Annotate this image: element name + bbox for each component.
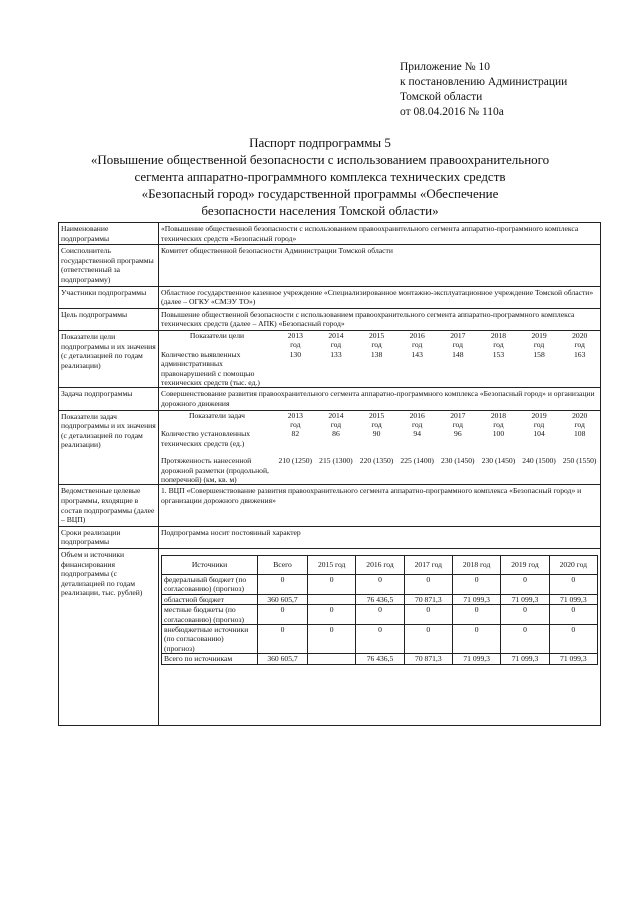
year-label: 2020 [572,410,588,420]
finance-value: 0 [549,625,597,654]
finance-value: 71 099,3 [452,654,500,664]
finance-value: 71 099,3 [501,594,549,604]
finance-source: областной бюджет [162,594,258,604]
document-title [60,134,580,219]
year-suffix: год [412,340,423,350]
indicator-value: 163 [573,349,586,359]
indicator-value: 86 [332,429,340,439]
finance-value [308,654,356,664]
finance-value: 0 [452,605,500,625]
year-label: 2014 [328,410,344,420]
year-label: 2019 [531,410,547,420]
indicator-value: 130 [289,349,301,359]
row-label: Показатели задач подпрограммы и их значения (с детализацией по годам реализации) [59,410,159,485]
row-value: Областное государственное казенное учреждение «Специализированное монтажно-эксплуатационное учреждение Томской области» (далее – ОГКУ «СМЭУ ТО») [159,286,601,308]
row-task-indicators [59,410,601,485]
year-label: 2019 [531,330,547,340]
annex-line: к постановлению Администрации [400,76,568,88]
year-suffix: год [330,419,342,429]
row-finance [59,548,601,725]
finance-column-header: Источники [162,555,258,574]
row-value: Подпрограмма носит постоянный характер [159,526,601,548]
row-vcp [59,485,601,526]
finance-value: 0 [356,625,404,654]
indicator-value: 230 (1450) [481,456,516,466]
title-line: «Безопасный город» государственной программы «Обеспечение [141,186,499,201]
finance-value: 0 [356,574,404,594]
year-suffix: год [493,340,504,350]
row-label: Соисполнитель государственной программы (ответственный за подпрограмму) [59,245,159,286]
row-participants [59,286,601,308]
annex-line: Томской области [400,91,483,103]
passport-table [58,222,601,726]
finance-value [308,594,356,604]
row-task [59,388,601,410]
row-value: 1. ВЦП «Совершенствование развития правоохранительного сегмента аппаратно-программного комплекса «Безопасный город» и организации дорожного движения» [159,485,601,526]
finance-header-row [162,555,598,574]
indicator-name: Количество выявленных административных правонарушений с помощью технических средств (тыс. ед.) [161,349,260,387]
years-header-row [159,411,600,430]
year-label: 2016 [409,410,425,420]
row-label: Участники подпрограммы [59,286,159,308]
finance-source: местные бюджеты (по согласованию) (прогноз) [162,605,258,625]
row-label: Задача подпрограммы [59,388,159,410]
year-suffix: год [574,419,585,429]
title-line: Паспорт подпрограммы 5 [249,135,391,150]
indicator-row [159,350,600,388]
finance-source: Всего по источникам [162,654,258,664]
year-label: 2016 [409,330,425,340]
annex-line: от 08.04.2016 № 110а [400,106,504,118]
finance-value: 0 [501,605,549,625]
finance-value: 0 [404,625,452,654]
indicator-header: Показатели задач [189,410,245,420]
row-value: Повышение общественной безопасности с использованием правоохранительного сегмента аппаратно-программного комплекса технических средств (далее – АПК) «Безопасный город» [159,308,601,330]
finance-source: федеральный бюджет (по согласованию) (прогноз) [162,574,258,594]
finance-value: 0 [404,574,452,594]
finance-value: 360 605,7 [258,654,308,664]
finance-value: 0 [452,574,500,594]
row-label: Показатели цели подпрограммы и их значения (с детализацией по годам реализации) [59,330,159,387]
indicator-value: 240 (1500) [522,456,556,466]
finance-column-header: 2015 год [308,555,356,574]
finance-value: 0 [356,605,404,625]
indicator-value: 133 [330,349,342,359]
year-label: 2013 [287,330,303,340]
finance-value: 0 [501,574,549,594]
finance-row [162,574,598,594]
row-value: Совершенствование развития правоохранительного сегмента аппаратно-программного комплекса «Безопасный город» и организации дорожного движения [159,388,601,410]
finance-value: 71 099,3 [549,594,597,604]
year-suffix: год [452,340,463,350]
title-line: безопасности населения Томской области» [201,203,439,218]
years-header-row [159,331,600,350]
task-indicators-table [159,411,600,485]
year-suffix: год [452,419,463,429]
year-suffix: год [330,340,342,350]
indicator-value: 138 [370,349,383,359]
year-label: 2018 [490,330,507,340]
indicator-value: 148 [452,349,464,359]
finance-value: 71 099,3 [549,654,597,664]
year-label: 2018 [490,410,507,420]
finance-value: 0 [549,574,597,594]
indicator-value: 220 (1350) [359,456,394,466]
indicator-value: 225 (1400) [400,456,434,466]
indicator-value: 143 [411,349,423,359]
year-label: 2014 [328,330,344,340]
finance-value: 0 [308,605,356,625]
indicator-value: 94 [413,429,421,439]
row-goal-indicators [59,330,601,387]
year-label: 2015 [368,410,385,420]
finance-value: 71 099,3 [501,654,549,664]
year-suffix: год [290,419,301,429]
year-label: 2013 [287,410,303,420]
year-label: 2017 [450,410,466,420]
row-goal [59,308,601,330]
indicator-value: 82 [291,429,300,439]
row-label: Объем и источники финансирования подпрограммы (с детализацией по годам реализации, тыс. рублей) [59,548,159,725]
indicator-name: Протяженность нанесенной дорожной разметки (продольной, поперечной) (км, кв. м) [161,456,269,484]
year-suffix: год [371,419,382,429]
year-label: 2017 [450,330,466,340]
row-coexecutor [59,245,601,286]
finance-value: 0 [308,574,356,594]
row-value: «Повышение общественной безопасности с использованием правоохранительного сегмента аппаратно-программного комплекса технических средств «Безопасный город» [159,223,601,245]
finance-row [162,625,598,654]
finance-column-header: 2018 год [452,555,500,574]
finance-value: 0 [258,574,308,594]
indicator-header: Показатели цели [189,330,245,340]
finance-column-header: Всего [258,555,308,574]
indicator-value: 104 [533,429,545,439]
indicator-value: 96 [454,429,462,439]
finance-row [162,594,598,604]
goal-indicators-table [159,331,600,387]
row-name [59,223,601,245]
finance-value: 70 871,3 [404,594,452,604]
year-suffix: год [533,340,545,350]
indicator-value: 90 [372,429,381,439]
year-suffix: год [371,340,382,350]
finance-column-header: 2017 год [404,555,452,574]
annex-block [400,60,567,120]
finance-value: 76 436,5 [356,594,404,604]
indicator-row [159,429,600,456]
indicator-value: 153 [492,349,505,359]
indicator-value: 100 [492,429,505,439]
year-suffix: год [412,419,423,429]
finance-value: 70 871,3 [404,654,452,664]
finance-column-header: 2016 год [356,555,404,574]
year-label: 2020 [572,330,588,340]
finance-value: 0 [308,625,356,654]
indicator-value: 158 [533,349,545,359]
year-suffix: год [533,419,545,429]
row-label: Сроки реализации подпрограммы [59,526,159,548]
finance-value: 0 [258,605,308,625]
indicator-value: 215 (1300) [319,456,353,466]
finance-row [162,605,598,625]
finance-source: внебюджетные источники (по согласованию) (прогноз) [162,625,258,654]
title-line: «Повышение общественной безопасности с использованием правоохранительного [90,152,550,167]
finance-value: 76 436,5 [356,654,404,664]
indicator-value: 250 (1550) [562,456,597,466]
year-suffix: год [493,419,504,429]
finance-value: 360 605,7 [258,594,308,604]
row-terms [59,526,601,548]
indicator-value: 230 (1450) [441,456,475,466]
finance-value: 0 [404,605,452,625]
finance-value: 0 [549,605,597,625]
row-label: Ведомственные целевые программы, входящие в состав подпрограммы (далее – ВЦП) [59,485,159,526]
finance-column-header: 2020 год [549,555,597,574]
year-suffix: год [574,340,585,350]
finance-table [161,555,598,665]
finance-value: 71 099,3 [452,594,500,604]
indicator-value: 108 [573,429,586,439]
indicator-row [159,456,600,484]
finance-column-header: 2019 год [501,555,549,574]
row-label: Наименование подпрограммы [59,223,159,245]
indicator-name: Количество установленных технических средств (ед.) [161,429,251,448]
year-suffix: год [290,340,301,350]
indicator-value: 210 (1250) [278,456,313,466]
annex-line: Приложение № 10 [400,61,490,73]
year-label: 2015 [368,330,385,340]
finance-value: 0 [501,625,549,654]
finance-total-row [162,654,598,664]
title-line: сегмента аппаратно-программного комплекса технических средств [134,169,506,184]
finance-value: 0 [258,625,308,654]
row-value: Комитет общественной безопасности Администрации Томской области [159,245,601,286]
finance-value: 0 [452,625,500,654]
row-label: Цель подпрограммы [59,308,159,330]
